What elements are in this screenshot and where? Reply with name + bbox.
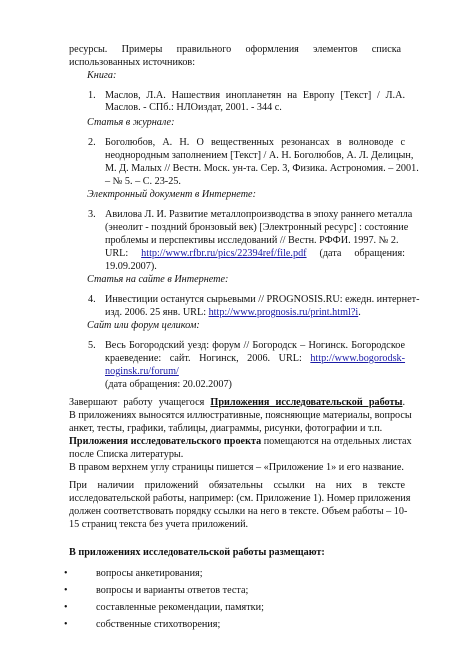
placement-heading: В приложениях исследовательской работы размещают: bbox=[69, 547, 325, 558]
item-4-line-1: Инвестиции останутся сырьевыми // PROGNOSIS.RU: ежедн. интернет- bbox=[105, 294, 420, 305]
section-heading-journal: Статья в журнале: bbox=[87, 117, 175, 128]
item-2-number: 2. bbox=[88, 137, 96, 148]
section-heading-book: Книга: bbox=[87, 70, 117, 81]
bullet-icon: • bbox=[64, 585, 68, 596]
item-3-line-4: URL: http://www.rfbr.ru/pics/22394ref/file.pdf (дата обращения: bbox=[105, 248, 406, 259]
section-heading-edoc: Электронный документ в Интернете: bbox=[87, 189, 256, 200]
item-4-line-2: изд. 2006. 25 янв. URL: http://www.prognosis.ru/print.html?i. bbox=[105, 307, 361, 318]
appendix-line-4: Приложения исследовательского проекта помещаются на отдельных листах bbox=[69, 436, 412, 447]
bullet-icon: • bbox=[64, 602, 68, 613]
list-item: собственные стихотворения; bbox=[96, 619, 221, 630]
item-1-text: Маслов, Л.А. Нашествия инопланетян на Европу [Текст] / Л.А. Маслов. - СПб.: НЛОиздат, 2001. - 344 с. bbox=[105, 90, 405, 113]
project-appendix-bold: Приложения исследовательского проекта bbox=[69, 436, 262, 447]
numbering-line-3: должен соответствовать порядку ссылки на него в тексте. Объем работы – 10- bbox=[69, 506, 408, 517]
bogorodsk-link-part-1[interactable]: http://www.bogorodsk- bbox=[310, 353, 406, 364]
appendix-bold-term: Приложения исследовательской работы bbox=[210, 397, 403, 408]
item-3-line-5: 19.09.2007). bbox=[105, 261, 157, 272]
list-item: вопросы анкетирования; bbox=[96, 568, 203, 579]
section-heading-site: Статья на сайте в Интернете: bbox=[87, 274, 229, 285]
bullet-icon: • bbox=[64, 619, 68, 630]
appendix-line-5: после Списка литературы. bbox=[69, 449, 184, 460]
item-5-line-2: краеведение: сайт. Ногинск, 2006. URL: http://www.bogorodsk- bbox=[105, 353, 406, 364]
numbering-line-1: При наличии приложений обязательны ссылки на них в тексте bbox=[69, 480, 405, 491]
bullet-icon: • bbox=[64, 568, 68, 579]
item-2-line-4: – № 5. – С. 23-25. bbox=[105, 176, 181, 187]
prognosis-link[interactable]: http://www.prognosis.ru/print.html?i bbox=[208, 307, 359, 318]
appendix-line-1: Завершают работу учащегося Приложения исследовательской работы. bbox=[69, 397, 406, 408]
item-2-line-2: неоднородным заполнением [Текст] / А. Н. Боголюбов, А. Л. Делицын, bbox=[105, 150, 414, 161]
list-item: вопросы и варианты ответов теста; bbox=[96, 585, 249, 596]
rfbr-link[interactable]: http://www.rfbr.ru/pics/22394ref/file.pdf bbox=[141, 248, 307, 259]
item-2-line-1: Боголюбов, А. Н. О вещественных резонансах в волноводе с bbox=[105, 137, 405, 148]
item-3-line-3: проблемы и перспективы исследований // Вестн. РФФИ. 1997. № 2. bbox=[105, 235, 399, 246]
intro-line-2: использованных источников: bbox=[69, 57, 196, 68]
appendix-line-2: В приложениях выносятся иллюстративные, поясняющие материалы, вопросы bbox=[69, 410, 412, 421]
item-3-line-1: Авилова Л. И. Развитие металлопроизводства в эпоху раннего металла bbox=[105, 209, 413, 220]
appendix-line-3: анкет, тесты, графики, таблицы, диаграммы, рисунки, фотографии и т.п. bbox=[69, 423, 383, 434]
item-1-number: 1. bbox=[88, 90, 96, 101]
intro-line-1: ресурсы. Примеры правильного оформления элементов списка bbox=[69, 44, 402, 55]
bogorodsk-link-part-2[interactable]: noginsk.ru/forum/ bbox=[105, 366, 179, 377]
item-4-number: 4. bbox=[88, 294, 96, 305]
appendix-line-6: В правом верхнем углу страницы пишется – «Приложение 1» и его название. bbox=[69, 462, 404, 473]
list-item: составленные рекомендации, памятки; bbox=[96, 602, 264, 613]
item-5-line-1: Весь Богородский уезд: форум // Богородск – Ногинск. Богородское bbox=[105, 340, 405, 351]
item-5-number: 5. bbox=[88, 340, 96, 351]
numbering-line-4: 15 страниц текста без учета приложений. bbox=[69, 519, 249, 530]
numbering-line-2: исследовательской работы, например: (см. Приложение 1). Номер приложения bbox=[69, 493, 411, 504]
section-heading-forum: Сайт или форум целиком: bbox=[87, 320, 200, 331]
item-5-line-4: (дата обращения: 20.02.2007) bbox=[105, 379, 232, 390]
item-3-number: 3. bbox=[88, 209, 96, 220]
item-2-line-3: М. Д. Малых // Вестн. Моск. ун-та. Сер. 3, Физика. Астрономия. – 2001. bbox=[105, 163, 419, 174]
item-3-line-2: (энеолит - поздний бронзовый век) [Электронный ресурс] : состояние bbox=[105, 222, 409, 233]
